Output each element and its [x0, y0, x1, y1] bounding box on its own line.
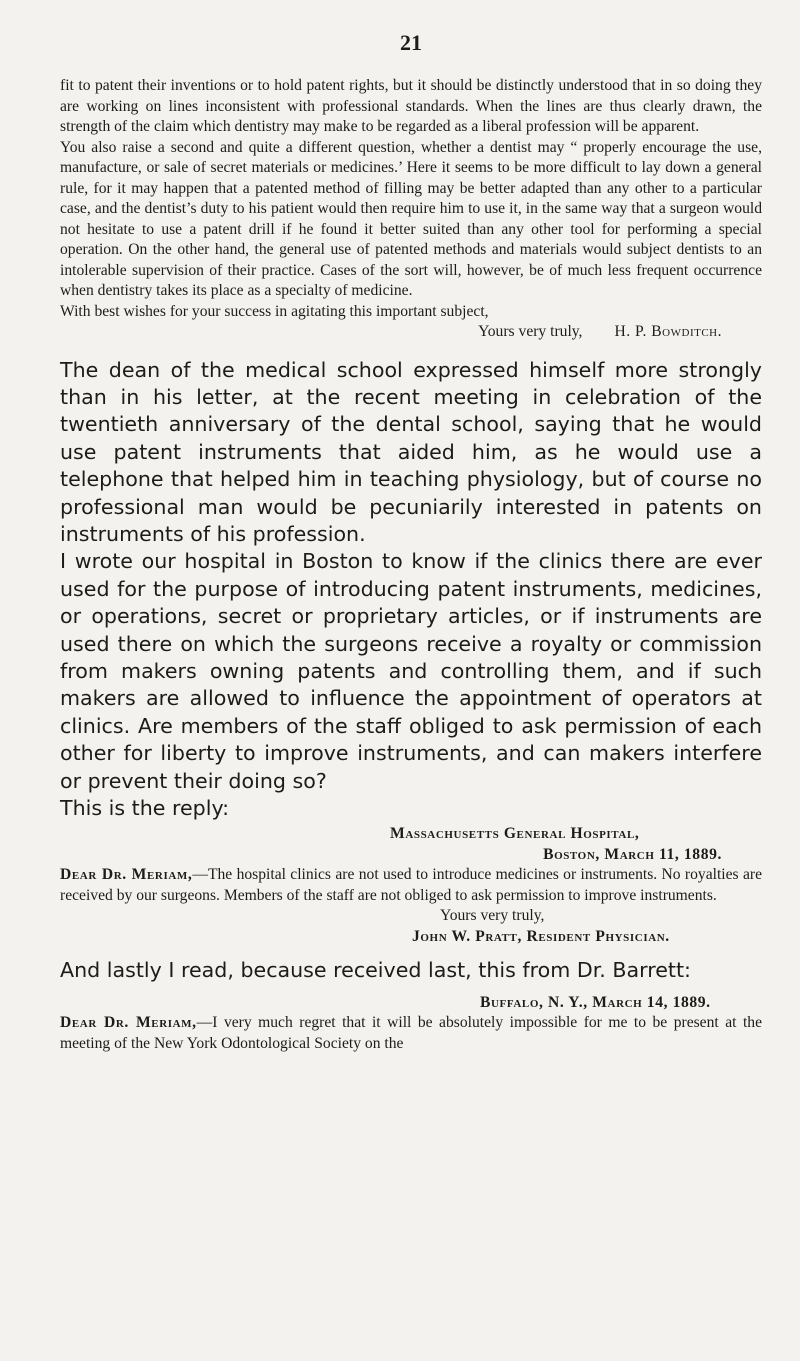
barrett-salutation: Dear Dr. Meriam, [60, 1014, 197, 1032]
hospital-inquiry-paragraph: I wrote our hospital in Boston to know if the clinics there are ever used for the purpose of introducing patent instruments, medicines, or operations, secret or proprietary articles, or if instruments are used there on which the surgeons receive a royalty or commission from makers owning patents and controlling them, and if such makers are allowed to influence the appointment of operators at clinics. Are members of the staff obliged to ask permission of each other for liberty to improve instruments, and can makers interfere or prevent their doing so? [60, 549, 762, 793]
bowditch-paragraph-1: fit to patent their inventions or to hold patent rights, but it should be distinctly understood that in so doing they are working on lines inconsistent with professional standards. When the lines are thus clearly drawn, the strength of the claim which dentistry may make to be regarded as a liberal profession will be apparent. [60, 77, 762, 135]
barrett-intro [60, 957, 762, 984]
pratt-place-date-text: Boston, March 11, 1889. [543, 845, 722, 863]
pratt-letter [60, 824, 762, 947]
barrett-place-date [60, 993, 762, 1014]
pratt-place-date [60, 845, 762, 866]
pratt-salutation: Dear Dr. Meriam, [60, 866, 193, 884]
pratt-body [60, 865, 762, 906]
bowditch-paragraph-2: You also raise a second and quite a different question, whether a dentist may “ properly encourage the use, manufacture, or sale of secret materials or medicines.’ Here it seems to be more difficult to lay down a general rule, for it may happen that a patented method of filling may be better adapted than any other to a particular case, and the dentist’s duty to his patient would then require him to use it, in the same way that a surgeon would not hesitate to use a patent drill if he found it better suited than any other tool for performing a special operation. On the other hand, the general use of patented methods and materials would subject dentists to an intolerable supervision of their practice. Cases of the sort will, however, be of much less frequent occurrence when dentistry takes its place as a specialty of medicine. [60, 138, 762, 299]
barrett-text: —I very much regret that it will be absolutely impossible for me to be present at the meeting of the New York Odontological Society on the [60, 1014, 763, 1052]
pratt-signature-text: John W. Pratt, Resident Physician. [412, 927, 670, 945]
barrett-letter [60, 993, 762, 1055]
bowditch-paragraph-3: With best wishes for your success in agitating this important subject, [60, 302, 489, 320]
page-number: 21 [400, 30, 422, 55]
dean-paragraph: The dean of the medical school expressed himself more strongly than in his letter, at the recent meeting in celebration of the twentieth anniversary of the dental school, saying that he would use patent instruments that aided him, as he would use a telephone that helped him in teaching physiology, but of course no professional man would be pecuniarily interested in patents on instruments of his profession. [60, 357, 762, 546]
barrett-place-date-text: Buffalo, N. Y., March 14, 1889. [480, 993, 711, 1011]
reply-intro: This is the reply: [60, 796, 230, 820]
bowditch-closing: Yours very truly, [478, 323, 583, 340]
bowditch-signature-line [60, 322, 762, 343]
bowditch-letter [60, 76, 762, 343]
bowditch-signature: H. P. Bowditch. [614, 323, 722, 340]
barrett-body [60, 1013, 762, 1054]
pratt-signature [60, 927, 762, 948]
barrett-intro-paragraph: And lastly I read, because received last, this from Dr. Barrett: [60, 958, 691, 983]
main-body [60, 357, 762, 823]
pratt-institution: Massachusetts General Hospital, [390, 825, 640, 843]
pratt-closing: Yours very truly, [440, 907, 545, 925]
pratt-text: —The hospital clinics are not used to introduce medicines or instruments. No royalties are received by our surgeons. Members of the staff are not obliged to ask permission to improve instruments. [60, 866, 762, 904]
